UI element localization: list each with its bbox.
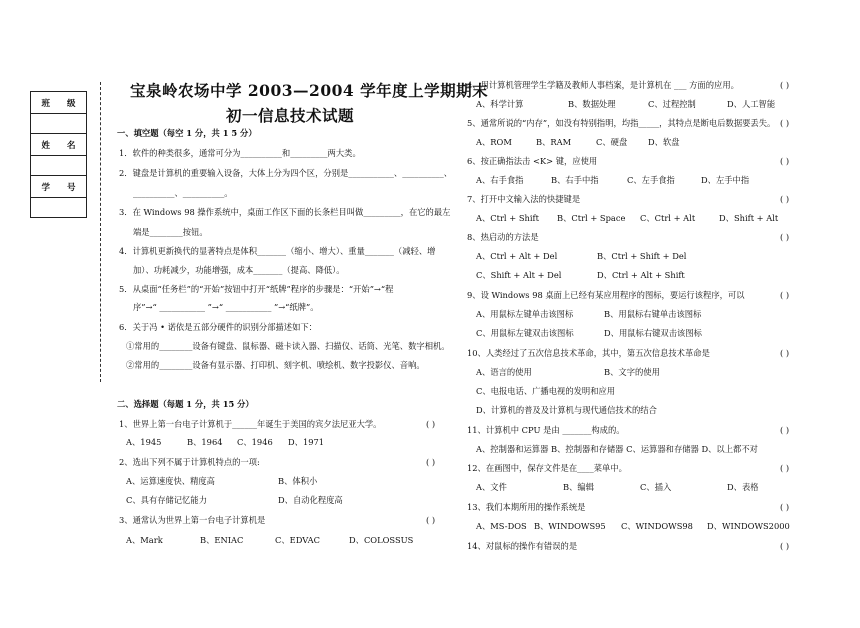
exam-title: 宝泉岭农场中学 2003—2004 学年度上学期期末 — [130, 81, 489, 100]
choice-q8-opt-d: D、Ctrl + Alt + Shift — [597, 270, 685, 280]
choice-q10-opt-c: C、电报电话、广播电视的发明和应用 — [476, 386, 616, 396]
fill-q6-item1: ①常用的________设备有键盘、鼠标器、磁卡读入器、扫描仪、话筒、光笔、数字相机。 — [126, 341, 450, 351]
binding-line — [100, 82, 101, 382]
choice-q12-opt-d: D、表格 — [727, 482, 759, 492]
choice-q6: 6、按正确指法击 <K> 键，应使用 — [467, 156, 598, 166]
choice-q1-opt-d: D、1971 — [288, 437, 325, 447]
choice-q12-opt-a: A、文件 — [476, 482, 507, 492]
choice-q1-opt-c: C、1946 — [237, 437, 273, 447]
answer-paren: ( ) — [780, 348, 790, 358]
choice-q3-opt-a: A、Mark — [126, 535, 163, 545]
choice-q2-opt-b: B、体积小 — [278, 476, 318, 486]
choice-q5: 5、通常所说的“内存”，如没有特别指明，均指_____，其特点是断电后数据要丢失。 — [467, 118, 776, 128]
fill-q3-line1: 3．在 Windows 98 操作系统中，桌面工作区下面的长条栏目叫做_________，在它的最左 — [119, 207, 451, 217]
choice-q12: 12、在画图中，保存文件是在____菜单中。 — [467, 463, 627, 473]
choice-q13-opt-c: C、WINDOWS98 — [621, 521, 693, 531]
answer-paren: ( ) — [780, 425, 790, 435]
fill-q6: 6．关于冯 • 诺依是五部分硬件的识别分部描述如下： — [119, 322, 317, 332]
choice-q13-opt-a: A、MS-DOS — [476, 521, 527, 531]
answer-paren: ( ) — [426, 515, 436, 525]
choice-q11: 11、计算机中 CPU 是由 _______构成的。 — [467, 425, 625, 435]
fill-q1: 1．软件的种类很多，通常可分为__________和_________两大类。 — [119, 148, 361, 158]
choice-q2-opt-d: D、自动化程度高 — [278, 495, 343, 505]
id-label: 学 号 — [31, 176, 87, 198]
choice-q8: 8、热启动的方法是 — [467, 232, 539, 242]
fill-q2-line1: 2．键盘是计算机的重要输入设备，大体上分为四个区，分别是___________、__________、 — [119, 168, 453, 178]
choice-q3-opt-d: D、COLOSSUS — [349, 535, 414, 545]
choice-q9-opt-b: B、用鼠标右键单击该图标 — [604, 309, 702, 319]
choice-q8-opt-b: B、Ctrl + Shift + Del — [597, 251, 687, 261]
choice-q7-opt-b: B、Ctrl + Space — [557, 213, 626, 223]
choice-q9-opt-c: C、用鼠标左键双击该图标 — [476, 328, 574, 338]
choice-q1: 1、世界上第一台电子计算机于______年诞生于美国的宾夕法尼亚大学。 — [119, 419, 382, 429]
choice-q10-opt-b: B、文字的使用 — [604, 367, 660, 377]
answer-paren: ( ) — [780, 80, 790, 90]
answer-paren: ( ) — [780, 194, 790, 204]
choice-q12-opt-b: B、编辑 — [563, 482, 594, 492]
choice-q6-opt-c: C、左手食指 — [627, 175, 675, 185]
answer-paren: ( ) — [780, 156, 790, 166]
choice-q11-opts: A、控制器和运算器 B、控制器和存储器 C、运算器和存储器 D、以上都不对 — [476, 444, 758, 454]
answer-paren: ( ) — [780, 502, 790, 512]
choice-q5-opt-d: D、软盘 — [648, 137, 680, 147]
answer-paren: ( ) — [426, 419, 436, 429]
fill-q4-line1: 4．计算机更新换代的显著特点是体积_______（缩小、增大）、重量_______（减轻、增 — [119, 246, 436, 256]
answer-paren: ( ) — [780, 541, 790, 551]
choice-q4-opt-c: C、过程控制 — [648, 99, 696, 109]
choice-q4-opt-d: D、人工智能 — [727, 99, 776, 109]
choice-q5-opt-c: C、硬盘 — [596, 137, 628, 147]
fill-q4-line2: 加）、功耗减少，功能增强，成本_______（提高、降低）。 — [133, 265, 345, 275]
section-fill-heading: 一、填空题（每空 1 分，共 1 5 分） — [117, 128, 257, 138]
choice-q13-opt-d: D、WINDOWS2000 — [707, 521, 790, 531]
choice-q7-opt-a: A、Ctrl + Shift — [476, 213, 539, 223]
choice-q1-opt-b: B、1964 — [187, 437, 223, 447]
choice-q4: 4、用计算机管理学生学籍及教师人事档案，是计算机在 ___ 方面的应用。 — [467, 80, 739, 90]
fill-q6-item2: ②常用的________设备有显示器、打印机、刻字机、喷绘机、数字投影仪、音响。 — [126, 360, 425, 370]
choice-q13-opt-b: B、WINDOWS95 — [534, 521, 606, 531]
choice-q2-opt-a: A、运算速度快、精度高 — [126, 476, 215, 486]
choice-q7-opt-d: D、Shift + Alt — [719, 213, 779, 223]
choice-q10-opt-d: D、计算机的普及及计算机与现代通信技术的结合 — [476, 405, 657, 415]
exam-subtitle: 初一信息技术试题 — [226, 106, 355, 125]
class-label: 班 级 — [31, 92, 87, 114]
choice-q8-opt-c: C、Shift + Alt + Del — [476, 270, 562, 280]
fill-q2-line2: __________、__________。 — [133, 188, 233, 198]
choice-q1-opt-a: A、1945 — [126, 437, 162, 447]
section-choice-heading: 二、选择题（每题 1 分，共 15 分） — [117, 399, 254, 409]
id-field — [31, 198, 87, 218]
choice-q3-opt-b: B、ENIAC — [200, 535, 244, 545]
name-label: 姓 名 — [31, 134, 87, 156]
choice-q5-opt-a: A、ROM — [476, 137, 512, 147]
choice-q9: 9、设 Windows 98 桌面上已经有某应用程序的图标，要运行该程序，可以 — [467, 290, 745, 300]
answer-paren: ( ) — [426, 457, 436, 467]
choice-q2: 2、选出下列不属于计算机特点的一项: — [119, 457, 260, 467]
class-field — [31, 114, 87, 134]
choice-q14: 14、对鼠标的操作有错误的是 — [467, 541, 578, 551]
choice-q2-opt-c: C、具有存储记忆能力 — [126, 495, 208, 505]
choice-q6-opt-d: D、左手中指 — [701, 175, 750, 185]
choice-q12-opt-c: C、插入 — [640, 482, 672, 492]
choice-q13: 13、我们本期所用的操作系统是 — [467, 502, 586, 512]
choice-q4-opt-a: A、科学计算 — [476, 99, 524, 109]
fill-q5-line1: 5．从桌面“任务栏”的“开始”按钮中打开“纸牌”程序的步骤是：“开始”→“程 — [119, 284, 394, 294]
choice-q5-opt-b: B、RAM — [536, 137, 572, 147]
answer-paren: ( ) — [780, 290, 790, 300]
choice-q3: 3、通常认为世界上第一台电子计算机是 — [119, 515, 266, 525]
choice-q9-opt-a: A、用鼠标左键单击该图标 — [476, 309, 574, 319]
answer-paren: ( ) — [780, 463, 790, 473]
name-field — [31, 156, 87, 176]
choice-q4-opt-b: B、数据处理 — [568, 99, 616, 109]
choice-q7-opt-c: C、Ctrl + Alt — [640, 213, 696, 223]
answer-paren: ( ) — [780, 118, 790, 128]
choice-q10-opt-a: A、语言的使用 — [476, 367, 532, 377]
choice-q6-opt-a: A、右手食指 — [476, 175, 524, 185]
fill-q5-line2: 序”→“ ___________ ”→“ ___________ ”→“纸牌”。 — [133, 302, 319, 312]
choice-q10: 10、人类经过了五次信息技术革命，其中，第五次信息技术革命是 — [467, 348, 710, 358]
student-info-table — [30, 91, 87, 218]
answer-paren: ( ) — [780, 232, 790, 242]
choice-q7: 7、打开中文输入法的快捷键是 — [467, 194, 581, 204]
choice-q6-opt-b: B、右手中指 — [551, 175, 599, 185]
fill-q3-line2: 端是________按钮。 — [133, 227, 208, 237]
choice-q3-opt-c: C、EDVAC — [275, 535, 320, 545]
choice-q8-opt-a: A、Ctrl + Alt + Del — [476, 251, 558, 261]
choice-q9-opt-d: D、用鼠标右键双击该图标 — [604, 328, 702, 338]
